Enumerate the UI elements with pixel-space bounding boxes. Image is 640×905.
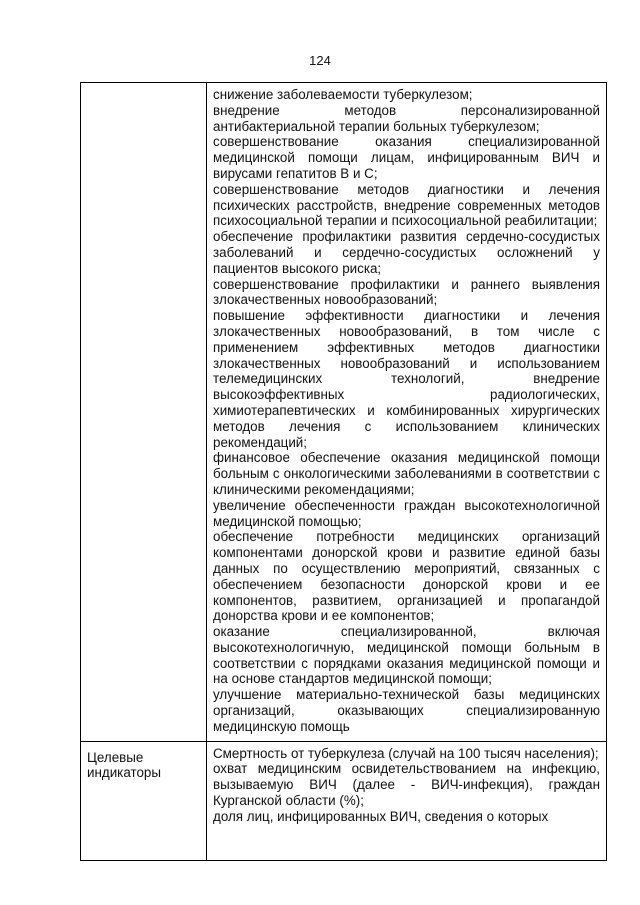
list-item: снижение заболеваемости туберкулезом; bbox=[213, 87, 473, 102]
page-number: 124 bbox=[309, 53, 331, 68]
list-item: финансовое обеспечение оказания медицинской помощи больным с онкологическими заболеваниями в соответствии с клиническими рекомендациями; bbox=[213, 450, 600, 497]
list-item: охват медицинским освидетельствованием на инфекцию, вызываемую ВИЧ (далее - ВИЧ-инфекция), граждан Курганской области (%); bbox=[213, 761, 600, 809]
table-row bbox=[81, 741, 607, 860]
list-item: повышение эффективности диагностики и лечения злокачественных новообразований, в том числе с применением эффективных методов диагностики злокачественных новообразований и использованием телемедицинских технологий, внедрение высокоэффективных радиологических, химиотерапевтических и комбинированных хирургических методов лечения с использованием клинических рекомендаций; bbox=[213, 308, 600, 450]
row-content-cell bbox=[207, 741, 607, 860]
program-table bbox=[80, 82, 607, 861]
list-item: совершенствование профилактики и раннего выявления злокачественных новообразований; bbox=[213, 276, 600, 308]
list-item: улучшение материально-технической базы медицинских организаций, оказывающих специализированную медицинскую помощь bbox=[213, 687, 600, 734]
list-item: увеличение обеспеченности граждан высокотехнологичной медицинской помощью; bbox=[213, 497, 600, 529]
row-label-cell bbox=[81, 83, 207, 742]
list-item: совершенствование методов диагностики и лечения психических расстройств, внедрение современных методов психосоциальной терапии и психосоциальной реабилитации; bbox=[213, 181, 600, 229]
list-item: внедрение методов персонализированной антибактериальной терапии больных туберкулезом; bbox=[213, 102, 600, 134]
list-item: оказание специализированной, включая высокотехнологичную, медицинской помощи больным в соответствии с порядками оказания медицинской помощи и на основе стандартов медицинской помощи; bbox=[213, 624, 600, 687]
row-label-cell: Целевые индикаторы bbox=[81, 741, 207, 860]
list-item: доля лиц, инфицированных ВИЧ, сведения о которых bbox=[213, 808, 549, 824]
list-item: Смертность от туберкулеза (случай на 100 тысяч населения); bbox=[213, 745, 599, 761]
list-item: совершенствование оказания специализированной медицинской помощи лицам, инфицированным ВИЧ и вирусами гепатитов В и С; bbox=[213, 134, 600, 181]
row-content-cell bbox=[207, 83, 607, 742]
list-item: обеспечение потребности медицинских организаций компонентами донорской крови и развитие единой базы данных по осуществлению мероприятий, связанных с обеспечением безопасности донорской крови и ее компонентов, развитием, организацией и пропагандой донорства крови и ее компонентов; bbox=[213, 529, 600, 624]
list-item: обеспечение профилактики развития сердечно-сосудистых заболеваний и сердечно-сосудистых осложнений у пациентов высокого риска; bbox=[213, 229, 600, 276]
table-row bbox=[81, 83, 607, 742]
